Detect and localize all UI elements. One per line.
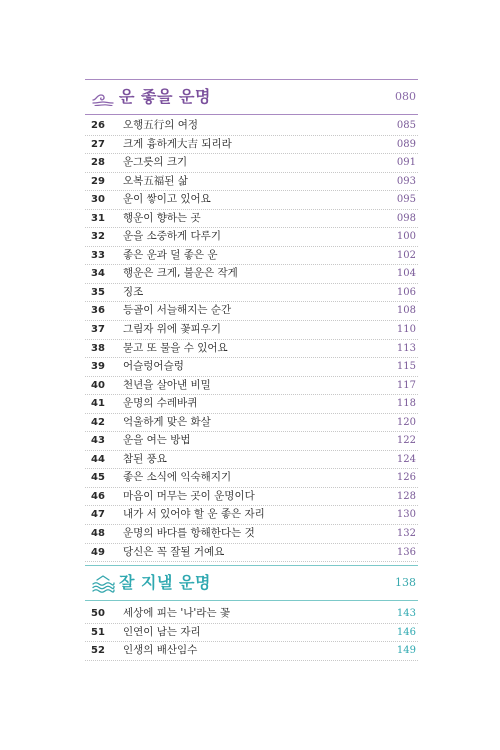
toc-list xyxy=(85,605,418,661)
entry-title: 좋은 운과 덜 좋은 운 xyxy=(123,248,218,261)
entry-number: 26 xyxy=(91,120,105,131)
entry-title: 인연이 남는 자리 xyxy=(123,625,201,638)
entry-page-number: 146 xyxy=(396,626,416,638)
entry-number: 47 xyxy=(91,509,105,521)
entry-title: 세상에 피는 '나'라는 꽃 xyxy=(123,607,231,619)
entry-number: 31 xyxy=(91,212,105,224)
entry-title: 참된 풍요 xyxy=(123,452,167,465)
section-title: 잘 지낼 운명 xyxy=(119,573,211,592)
entry-page-number: 089 xyxy=(396,138,416,150)
entry-page-number: 104 xyxy=(396,268,416,280)
entry-title: 인생의 배산임수 xyxy=(123,644,198,657)
toc-entry xyxy=(85,154,418,173)
toc-entry xyxy=(85,117,418,136)
entry-title: 마음이 머무는 곳이 운명이다 xyxy=(123,489,255,502)
entry-number: 30 xyxy=(91,194,105,206)
entry-page-number: 108 xyxy=(396,305,416,317)
entry-number: 52 xyxy=(91,645,105,657)
toc-entry xyxy=(85,506,418,525)
entry-page-number: 095 xyxy=(396,194,416,206)
entry-number: 35 xyxy=(91,286,105,298)
entry-title: 어슬렁어슬렁 xyxy=(123,360,184,373)
entry-title: 억울하게 맞은 화살 xyxy=(123,415,211,428)
entry-page-number: 120 xyxy=(396,416,416,428)
entry-title: 당신은 꼭 잘될 거예요 xyxy=(123,545,225,558)
entry-page-number: 122 xyxy=(396,435,416,447)
entry-title: 징조 xyxy=(123,285,144,298)
toc-entry xyxy=(85,358,418,377)
entry-title: 좋은 소식에 익숙해지기 xyxy=(123,471,232,484)
entry-title: 행운은 크게, 불운은 작게 xyxy=(123,267,238,280)
entry-title: 운명의 수레바퀴 xyxy=(123,397,198,410)
toc-entry xyxy=(85,525,418,544)
toc-entry xyxy=(85,624,418,643)
entry-number: 34 xyxy=(91,268,105,280)
entry-title: 크게 흉하게大吉 되리라 xyxy=(123,137,232,150)
entry-page-number: 117 xyxy=(396,379,416,391)
entry-title: 운이 쌓이고 있어요 xyxy=(123,193,211,206)
entry-number: 51 xyxy=(91,626,105,638)
toc-entry xyxy=(85,451,418,470)
toc-entry xyxy=(85,284,418,303)
toc-entry xyxy=(85,136,418,155)
section-luck-destiny xyxy=(85,79,418,558)
toc-entry xyxy=(85,544,418,563)
section-living-well-destiny xyxy=(85,565,418,657)
entry-number: 33 xyxy=(91,249,105,261)
entry-page-number: 118 xyxy=(396,398,416,410)
entry-number: 27 xyxy=(91,138,105,150)
entry-number: 32 xyxy=(91,231,105,243)
toc-entry xyxy=(85,432,418,451)
entry-page-number: 093 xyxy=(396,175,416,187)
section-title: 운 좋을 운명 xyxy=(119,87,211,106)
toc-entry xyxy=(85,642,418,661)
toc-entry xyxy=(85,488,418,507)
entry-page-number: 113 xyxy=(396,342,416,354)
section-page-number: 080 xyxy=(395,90,416,103)
entry-page-number: 126 xyxy=(396,472,416,484)
entry-number: 44 xyxy=(91,453,105,465)
entry-number: 42 xyxy=(91,416,105,428)
entry-title: 운을 소중하게 다루기 xyxy=(123,230,221,243)
entry-title: 운명의 바다를 항해한다는 것 xyxy=(123,527,255,540)
entry-title: 그림자 위에 꽃피우기 xyxy=(123,323,221,336)
entry-page-number: 128 xyxy=(396,490,416,502)
entry-number: 41 xyxy=(91,398,105,410)
toc-entry xyxy=(85,228,418,247)
entry-page-number: 106 xyxy=(396,286,416,298)
entry-page-number: 110 xyxy=(396,324,416,336)
toc-entry xyxy=(85,265,418,284)
entry-title: 내가 서 있어야 할 운 좋은 자리 xyxy=(123,508,265,521)
section-page-number: 138 xyxy=(395,576,416,589)
entry-page-number: 132 xyxy=(396,528,416,540)
entry-number: 50 xyxy=(91,608,105,619)
entry-page-number: 085 xyxy=(396,120,416,131)
entry-title: 행운이 향하는 곳 xyxy=(123,211,201,224)
entry-number: 43 xyxy=(91,435,105,447)
toc-entry xyxy=(85,210,418,229)
toc-entry xyxy=(85,340,418,359)
entry-number: 45 xyxy=(91,472,105,484)
entry-page-number: 143 xyxy=(396,608,416,619)
entry-title: 등골이 서늘해지는 순간 xyxy=(123,304,232,317)
entry-title: 운그릇의 크기 xyxy=(123,156,188,169)
entry-number: 38 xyxy=(91,342,105,354)
toc-entry xyxy=(85,191,418,210)
entry-number: 40 xyxy=(91,379,105,391)
toc-entry xyxy=(85,247,418,266)
toc-entry xyxy=(85,173,418,192)
entry-number: 36 xyxy=(91,305,105,317)
toc-entry xyxy=(85,605,418,624)
entry-number: 29 xyxy=(91,175,105,187)
entry-page-number: 115 xyxy=(396,361,416,373)
entry-page-number: 091 xyxy=(396,157,416,169)
entry-page-number: 130 xyxy=(396,509,416,521)
entry-page-number: 149 xyxy=(396,645,416,657)
entry-number: 49 xyxy=(91,546,105,558)
toc-entry xyxy=(85,321,418,340)
entry-title: 오복五福된 삶 xyxy=(123,174,188,187)
entry-number: 28 xyxy=(91,157,105,169)
entry-title: 운을 여는 방법 xyxy=(123,434,191,447)
entry-page-number: 098 xyxy=(396,212,416,224)
entry-page-number: 136 xyxy=(396,546,416,558)
entry-number: 48 xyxy=(91,528,105,540)
entry-number: 39 xyxy=(91,361,105,373)
entry-page-number: 124 xyxy=(396,453,416,465)
toc-entry xyxy=(85,395,418,414)
section-header xyxy=(85,565,418,601)
toc-entry xyxy=(85,377,418,396)
toc-list xyxy=(85,117,418,562)
entry-title: 오행五行의 여정 xyxy=(123,119,199,131)
wave-swirl-icon xyxy=(91,87,115,107)
entry-page-number: 100 xyxy=(396,231,416,243)
entry-number: 37 xyxy=(91,324,105,336)
entry-page-number: 102 xyxy=(396,249,416,261)
entry-number: 46 xyxy=(91,490,105,502)
section-header xyxy=(85,79,418,115)
toc-entry xyxy=(85,414,418,433)
toc-entry xyxy=(85,469,418,488)
entry-title: 천년을 살아낸 비밀 xyxy=(123,378,211,391)
toc-entry xyxy=(85,302,418,321)
water-waves-icon xyxy=(91,573,115,593)
entry-title: 묻고 또 물을 수 있어요 xyxy=(123,341,228,354)
